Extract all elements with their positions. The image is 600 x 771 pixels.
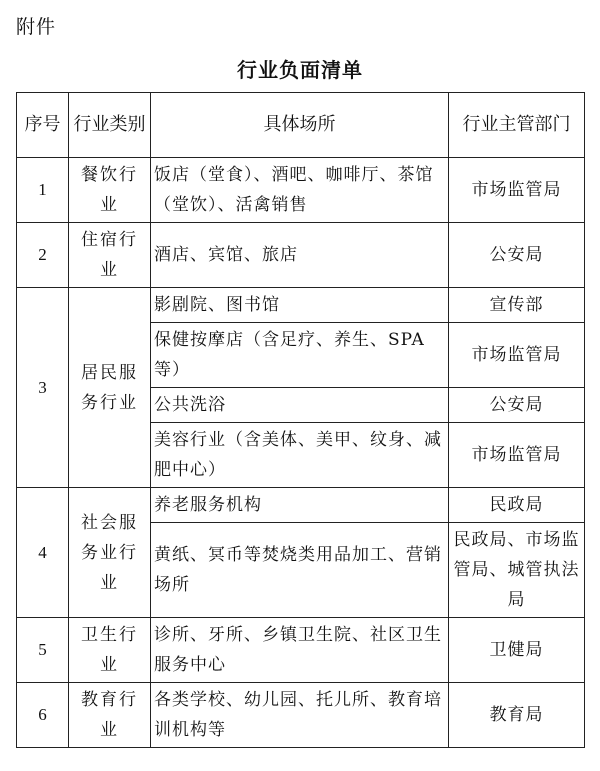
row-department: 宣传部 xyxy=(449,288,585,323)
row-category: 教育行业 xyxy=(69,683,151,748)
row-category: 住宿行业 xyxy=(69,223,151,288)
row-venue: 保健按摩店（含足疗、养生、SPA等） xyxy=(151,323,449,388)
attachment-label: 附件 xyxy=(16,16,57,38)
row-index: 1 xyxy=(17,158,69,223)
row-category: 餐饮行业 xyxy=(69,158,151,223)
row-department: 市场监管局 xyxy=(449,423,585,488)
row-index: 3 xyxy=(17,288,69,488)
row-venue: 公共洗浴 xyxy=(151,388,449,423)
row-venue: 养老服务机构 xyxy=(151,488,449,523)
industry-negative-list-table xyxy=(16,92,585,748)
row-department: 公安局 xyxy=(449,223,585,288)
row-venue: 影剧院、图书馆 xyxy=(151,288,449,323)
row-index: 6 xyxy=(17,683,69,748)
header-venue: 具体场所 xyxy=(151,93,449,158)
row-department: 卫健局 xyxy=(449,618,585,683)
row-category: 社会服务业行业 xyxy=(69,488,151,618)
row-venue: 诊所、牙所、乡镇卫生院、社区卫生服务中心 xyxy=(151,618,449,683)
table-row xyxy=(17,618,585,683)
page-top-edge xyxy=(0,0,600,1)
table-row xyxy=(17,683,585,748)
table-header-row xyxy=(17,93,585,158)
row-index: 2 xyxy=(17,223,69,288)
row-venue: 各类学校、幼儿园、托儿所、教育培训机构等 xyxy=(151,683,449,748)
row-venue: 酒店、宾馆、旅店 xyxy=(151,223,449,288)
table-row xyxy=(17,223,585,288)
row-department: 民政局、市场监管局、城管执法局 xyxy=(449,523,585,618)
row-venue: 美容行业（含美体、美甲、纹身、减肥中心） xyxy=(151,423,449,488)
header-department: 行业主管部门 xyxy=(449,93,585,158)
document-title: 行业负面清单 xyxy=(237,58,363,82)
row-index: 4 xyxy=(17,488,69,618)
row-department: 公安局 xyxy=(449,388,585,423)
table-row xyxy=(17,488,585,523)
header-index: 序号 xyxy=(17,93,69,158)
row-venue: 黄纸、冥币等焚烧类用品加工、营销场所 xyxy=(151,523,449,618)
row-department: 教育局 xyxy=(449,683,585,748)
table-row xyxy=(17,288,585,323)
row-category: 居民服务行业 xyxy=(69,288,151,488)
row-department: 民政局 xyxy=(449,488,585,523)
header-category: 行业类别 xyxy=(69,93,151,158)
table-row xyxy=(17,158,585,223)
row-department: 市场监管局 xyxy=(449,158,585,223)
row-venue: 饭店（堂食）、酒吧、咖啡厅、茶馆（堂饮）、活禽销售 xyxy=(151,158,449,223)
row-category: 卫生行业 xyxy=(69,618,151,683)
row-department: 市场监管局 xyxy=(449,323,585,388)
row-index: 5 xyxy=(17,618,69,683)
